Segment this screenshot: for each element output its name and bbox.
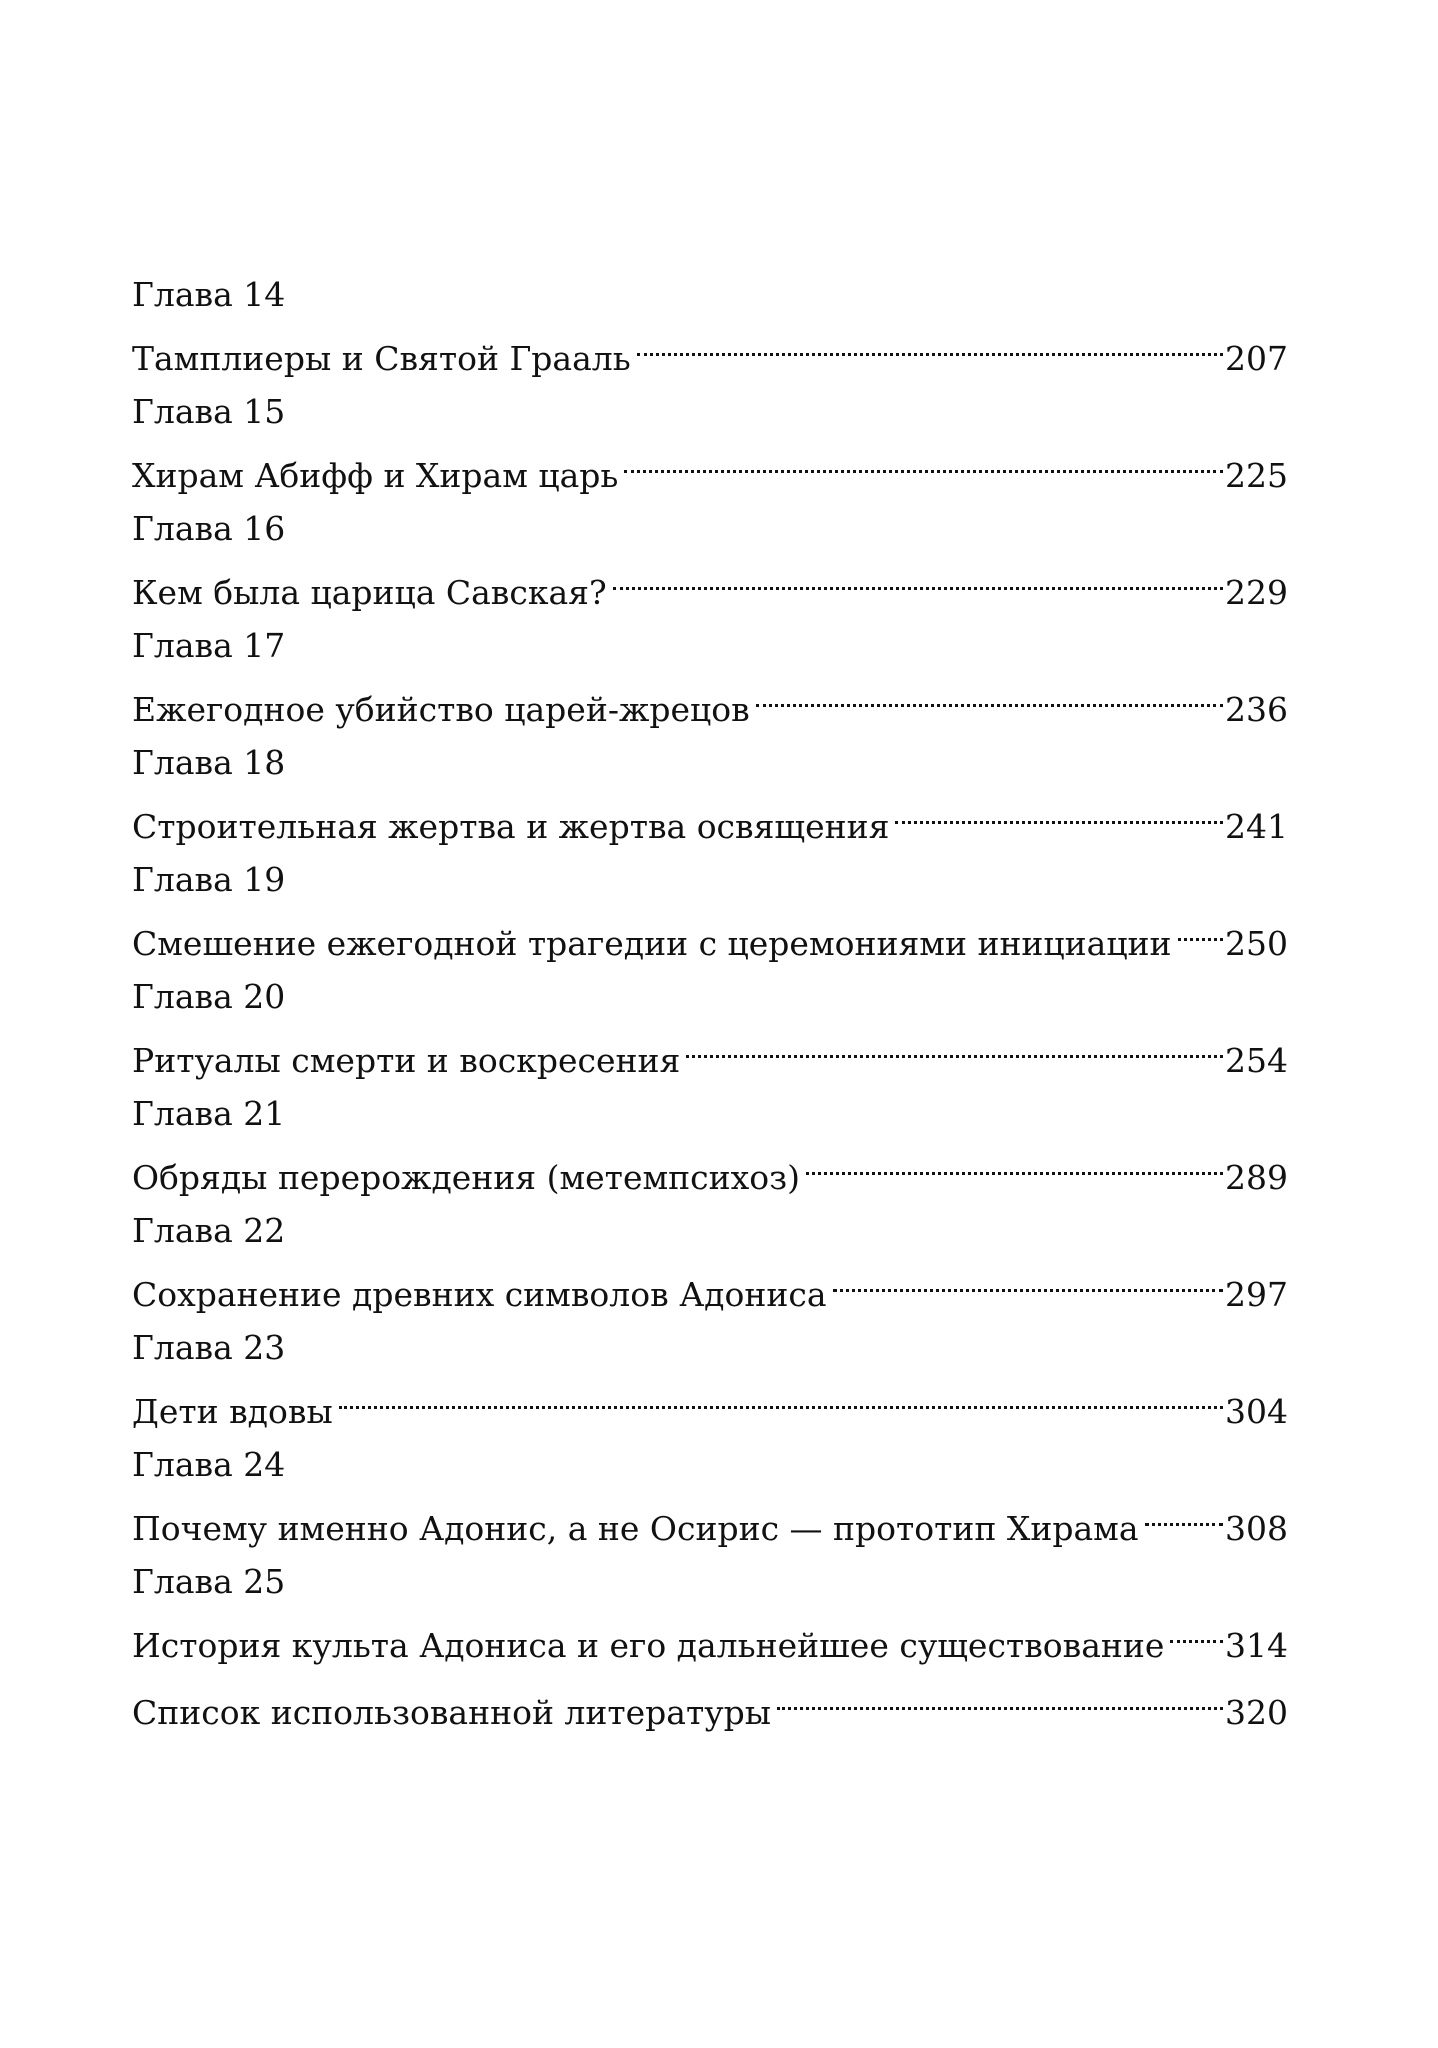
page-number: 225: [1225, 456, 1288, 495]
toc-entry-chapter-14[interactable]: [132, 270, 1288, 378]
chapter-label: Глава 17: [132, 626, 286, 665]
toc-entry-chapter-22[interactable]: [132, 1206, 1288, 1314]
chapter-title: Сохранение древних символов Адониса: [132, 1275, 827, 1314]
toc-line: [132, 554, 1288, 612]
page-number: 236: [1225, 690, 1288, 729]
page-number: 297: [1225, 1275, 1288, 1314]
toc-entry-chapter-25[interactable]: [132, 1557, 1288, 1665]
toc-entry-chapter-17[interactable]: [132, 621, 1288, 729]
dot-leader: [1170, 1607, 1223, 1657]
toc-line: [132, 905, 1288, 963]
page-number: 241: [1225, 807, 1288, 846]
page-number: 320: [1225, 1693, 1288, 1732]
page-number: 229: [1225, 573, 1288, 612]
dot-leader: [1178, 905, 1223, 955]
toc-line: [132, 437, 1288, 495]
chapter-label: Глава 19: [132, 860, 286, 899]
page-number: 308: [1225, 1509, 1288, 1548]
dot-leader: [624, 437, 1223, 487]
dot-leader: [833, 1256, 1223, 1306]
chapter-label: Глава 21: [132, 1094, 286, 1133]
toc-line: [132, 1256, 1288, 1314]
toc-line: [132, 788, 1288, 846]
table-of-contents: [132, 270, 1288, 1732]
toc-line: [132, 1490, 1288, 1548]
dot-leader: [777, 1674, 1223, 1724]
chapter-label: Глава 18: [132, 743, 286, 782]
chapter-label: Глава 15: [132, 392, 286, 431]
dot-leader: [895, 788, 1223, 838]
toc-line: [132, 1373, 1288, 1431]
chapter-label: Глава 14: [132, 275, 286, 314]
chapter-title: Почему именно Адонис, а не Осирис — прототип Хирама: [132, 1509, 1139, 1548]
dot-leader: [613, 554, 1223, 604]
toc-entry-bibliography[interactable]: [132, 1674, 1288, 1732]
toc-entry-chapter-15[interactable]: [132, 387, 1288, 495]
dot-leader: [686, 1022, 1223, 1072]
dot-leader: [756, 671, 1223, 721]
dot-leader: [806, 1139, 1223, 1189]
toc-line: [132, 1022, 1288, 1080]
page-number: 289: [1225, 1158, 1288, 1197]
toc-entry-chapter-23[interactable]: [132, 1323, 1288, 1431]
page-number: 254: [1225, 1041, 1288, 1080]
page-number: 314: [1225, 1626, 1288, 1665]
toc-entry-chapter-16[interactable]: [132, 504, 1288, 612]
chapter-title: Тамплиеры и Святой Грааль: [132, 339, 631, 378]
toc-line: [132, 671, 1288, 729]
toc-entry-chapter-19[interactable]: [132, 855, 1288, 963]
chapter-title: Хирам Абифф и Хирам царь: [132, 456, 619, 495]
chapter-title: Кем была царица Савская?: [132, 573, 607, 612]
page-number: 207: [1225, 339, 1288, 378]
dot-leader: [1145, 1490, 1224, 1540]
chapter-title: Строительная жертва и жертва освящения: [132, 807, 890, 846]
chapter-label: Глава 23: [132, 1328, 286, 1367]
page-number: 250: [1225, 924, 1288, 963]
toc-line: [132, 1607, 1288, 1665]
chapter-title: Ежегодное убийство царей-жрецов: [132, 690, 750, 729]
chapter-label: Глава 25: [132, 1562, 286, 1601]
chapter-title: Смешение ежегодной трагедии с церемониями инициации: [132, 924, 1172, 963]
page-number: 304: [1225, 1392, 1288, 1431]
dot-leader: [339, 1373, 1223, 1423]
toc-line: [132, 320, 1288, 378]
toc-entry-chapter-20[interactable]: [132, 972, 1288, 1080]
toc-entry-chapter-24[interactable]: [132, 1440, 1288, 1548]
chapter-title: Обряды перерождения (метемпсихоз): [132, 1158, 800, 1197]
toc-entry-chapter-18[interactable]: [132, 738, 1288, 846]
chapter-title: История культа Адониса и его дальнейшее существование: [132, 1626, 1165, 1665]
chapter-label: Глава 20: [132, 977, 286, 1016]
chapter-label: Глава 22: [132, 1211, 286, 1250]
chapter-title: Дети вдовы: [132, 1392, 333, 1431]
chapter-title: Ритуалы смерти и воскресения: [132, 1041, 681, 1080]
dot-leader: [637, 320, 1223, 370]
toc-line: [132, 1139, 1288, 1197]
chapter-label: Глава 16: [132, 509, 286, 548]
toc-line: [132, 1674, 1288, 1732]
toc-entry-chapter-21[interactable]: [132, 1089, 1288, 1197]
bibliography-title: Список использованной литературы: [132, 1693, 772, 1732]
chapter-label: Глава 24: [132, 1445, 286, 1484]
